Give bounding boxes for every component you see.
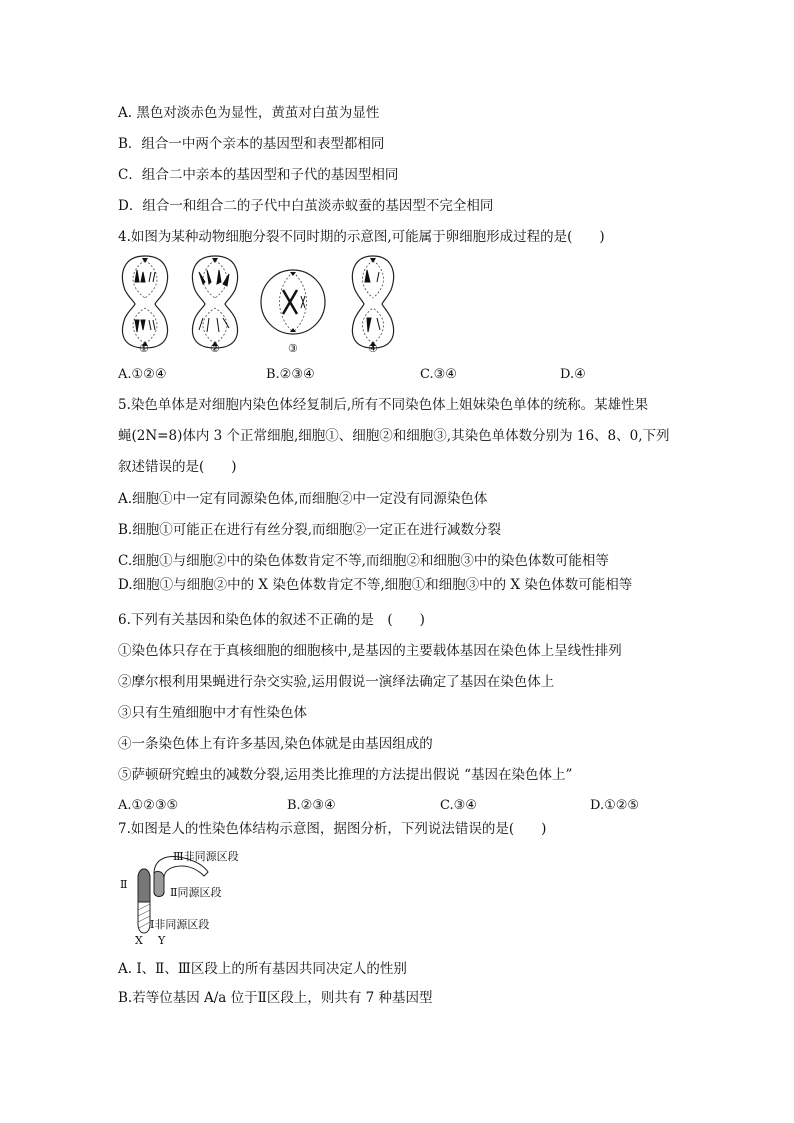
q4-option-d: D.④ (560, 367, 586, 382)
q7-label-x: X (135, 934, 143, 947)
q6-stem: 6.下列有关基因和染色体的叙述不正确的是 ( ) (118, 612, 425, 628)
q6-option-a: A.①②③⑤ (118, 798, 179, 813)
q6-option-d: D.①②⑤ (590, 798, 640, 813)
q6-statement-4: ④一条染色体上有许多基因,染色体就是由基因组成的 (118, 736, 433, 752)
q5-option-c: C.细胞①与细胞②中的染色体数肯定不等,而细胞②和细胞③中的染色体数可能相等 (118, 553, 609, 569)
q6-statement-3: ③只有生殖细胞中才有性染色体 (118, 705, 307, 721)
q7-stem: 7.如图是人的性染色体结构示意图，据图分析，下列说法错误的是( ) (118, 821, 547, 837)
q7-label-iii: Ⅲ非同源区段 (173, 850, 239, 863)
q7-label-ii-left: Ⅱ (120, 878, 128, 891)
q3-option-b: B．组合一中两个亲本的基因型和表型都相同 (118, 136, 385, 152)
q3-option-a: A. 黑色对淡赤色为显性，黄茧对白茧为显性 (118, 105, 380, 121)
q5-option-a: A.细胞①中一定有同源染色体,而细胞②中一定没有同源染色体 (118, 491, 488, 507)
q6-statement-1: ①染色体只存在于真核细胞的细胞核中,是基因的主要载体基因在染色体上呈线性排列 (118, 643, 622, 659)
q4-figure-label-4: ④ (368, 342, 378, 355)
q4-figure-label-2: ② (210, 342, 220, 355)
q5-option-b: B.细胞①可能正在进行有丝分裂,而细胞②一定正在进行减数分裂 (118, 522, 502, 538)
q4-option-b: B.②③④ (266, 367, 315, 382)
q7-option-b: B.若等位基因 A/a 位于Ⅱ区段上，则共有 7 种基因型 (118, 990, 433, 1006)
q6-option-b: B.②③④ (287, 798, 336, 813)
q5-stem-line-3: 叙述错误的是( ) (118, 459, 237, 475)
q6-statement-5: ⑤萨顿研究蝗虫的减数分裂,运用类比推理的方法提出假说 “基因在染色体上” (118, 767, 573, 783)
q5-stem-line-2: 蝇(2N=8)体内 3 个正常细胞,细胞①、细胞②和细胞③,其染色单体数分别为 16、8、0,下列 (118, 428, 670, 444)
q5-option-d: D.细胞①与细胞②中的 X 染色体数肯定不等,细胞①和细胞③中的 X 染色体数可能相等 (118, 577, 633, 593)
q3-option-d: D．组合一和组合二的子代中白茧淡赤蚁蚕的基因型不完全相同 (118, 198, 494, 214)
q4-figure-label-1: ① (139, 342, 149, 355)
q7-label-y: Y (158, 934, 166, 947)
q6-option-c: C.③④ (440, 798, 477, 813)
q5-stem-line-1: 5.染色单体是对细胞内染色体经复制后,所有不同染色体上姐妹染色单体的统称。某雄性果 (118, 397, 649, 413)
q3-option-c: C．组合二中亲本的基因型和子代的基因型相同 (118, 167, 399, 183)
q4-stem: 4.如图为某种动物细胞分裂不同时期的示意图,可能属于卵细胞形成过程的是( ) (118, 229, 605, 245)
q7-option-a: A. Ⅰ、Ⅱ、Ⅲ区段上的所有基因共同决定人的性别 (118, 961, 407, 977)
q4-option-a: A.①②④ (118, 367, 167, 382)
q6-statement-2: ②摩尔根利用果蝇进行杂交实验,运用假说一演绎法确定了基因在染色体上 (118, 674, 555, 690)
q7-label-i: Ⅰ非同源区段 (150, 918, 210, 931)
q7-label-ii: Ⅱ同源区段 (170, 886, 222, 899)
q4-figure-label-3: ③ (288, 342, 298, 355)
q4-option-c: C.③④ (420, 367, 457, 382)
